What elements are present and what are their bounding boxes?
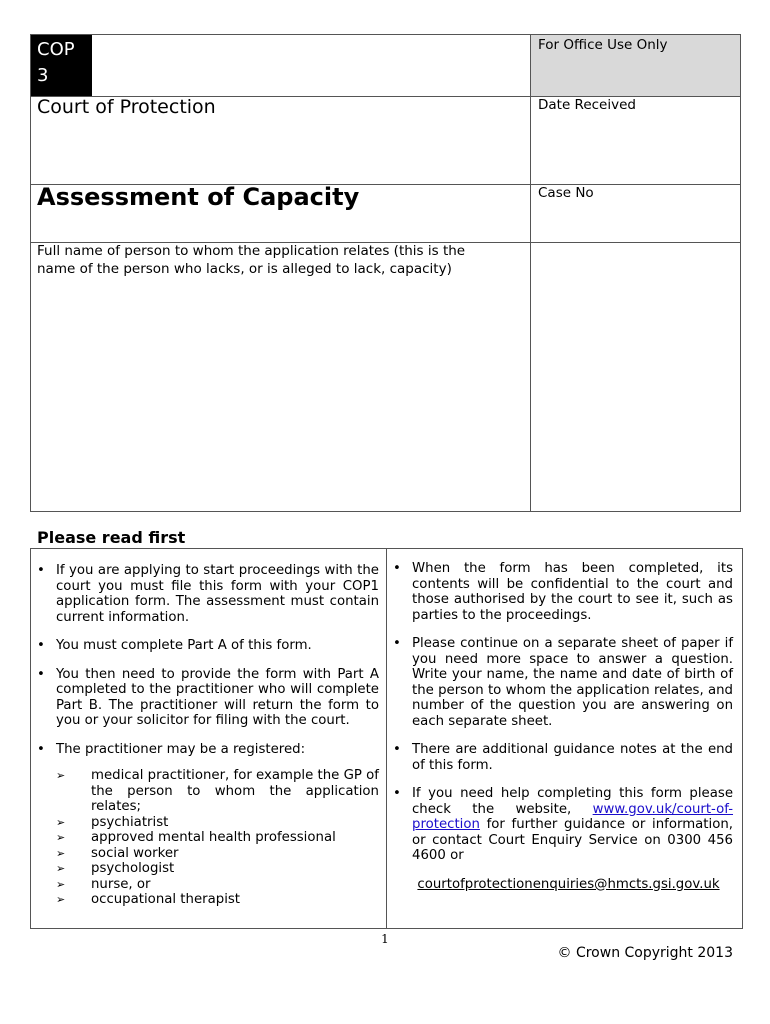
list-item: • If you need help completing this form please check the website, www.gov.uk/court-of-protection for further guidance or information, or contact Court Enquiry Service on 0300 456 4600 or courtofprotectionenquiries@hmcts.gsi.gov.uk (393, 786, 733, 892)
page-number: 1 (381, 932, 389, 946)
practitioner-item: ➢ occupational therapist (56, 892, 241, 907)
list-item: • You then need to provide the form with Part A completed to the practitioner who will complete Part B. The practitioner will return the form to you or your solicitor for filing with the court. (37, 666, 379, 728)
court-of-protection-link[interactable]: www.gov.uk/court-of-protection (412, 801, 733, 832)
arrow-bullet-icon: ➢ (56, 846, 66, 860)
form-header-table (30, 34, 741, 512)
guidance-table (30, 548, 743, 929)
practitioner-item: ➢ psychologist (56, 861, 175, 876)
list-item: • Please continue on a separate sheet of paper if you need more space to answer a question. Write your name, the name and date of birth of the person to whom the application relates, and number of the question you are answering on each separate sheet. (393, 636, 733, 729)
list-item: • You must complete Part A of this form. (37, 638, 312, 653)
case-no-label: Case No (538, 185, 594, 201)
court-name: Court of Protection (37, 96, 216, 118)
list-item: • The practitioner may be a registered: (37, 741, 306, 757)
list-item: • There are additional guidance notes at the end of this form. (393, 742, 733, 773)
practitioner-item: ➢ approved mental health professional (56, 830, 336, 845)
form-code-line1: COP (37, 39, 75, 60)
form-title: Assessment of Capacity (37, 183, 360, 211)
list-item: • When the form has been completed, its contents will be confidential to the court and those authorised by the court to see it, such as parties to the proceedings. (393, 561, 733, 623)
enquiry-email-link[interactable]: courtofprotectionenquiries@hmcts.gsi.gov.uk (417, 876, 720, 892)
arrow-bullet-icon: ➢ (56, 769, 66, 782)
form-code-badge (31, 35, 92, 96)
practitioner-item: ➢ social worker (56, 845, 179, 861)
full-name-label: Full name of person to whom the application relates (this is the name of the person who lacks, or is alleged to lack, capacity) (37, 243, 466, 277)
arrow-bullet-icon: ➢ (56, 893, 66, 906)
guidance-left-column (37, 563, 379, 908)
arrow-bullet-icon: ➢ (56, 831, 66, 844)
arrow-bullet-icon: ➢ (56, 862, 66, 875)
arrow-bullet-icon: ➢ (56, 815, 66, 829)
copyright-notice: © Crown Copyright 2013 (557, 945, 733, 961)
guidance-column-divider (386, 549, 387, 928)
form-code-line2: 3 (37, 65, 49, 86)
list-item: • If you are applying to start proceedings with the court you must file this form with your COP1 application form. The assessment must contain current information. (37, 563, 379, 625)
guidance-right-column (393, 561, 733, 905)
date-received-label: Date Received (538, 97, 636, 113)
read-first-heading: Please read first (37, 528, 186, 547)
header-column-divider (530, 35, 531, 511)
practitioner-item: ➢ medical practitioner, for example the GP of the person to whom the application relates; (56, 768, 379, 814)
office-use-label: For Office Use Only (538, 37, 668, 53)
practitioner-item: ➢ psychiatrist (56, 814, 169, 830)
arrow-bullet-icon: ➢ (56, 877, 66, 891)
practitioner-item: ➢ nurse, or (56, 876, 151, 892)
